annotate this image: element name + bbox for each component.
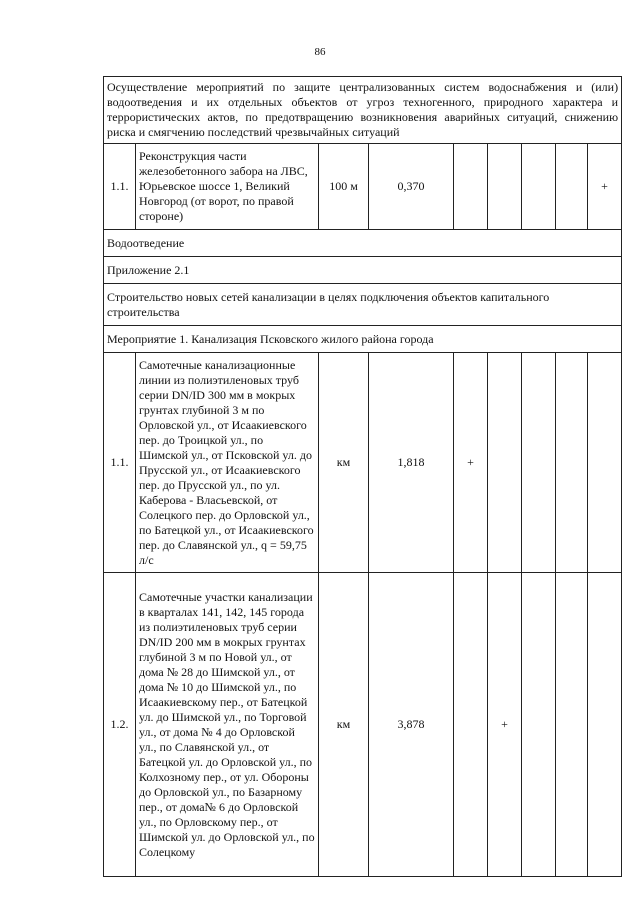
section-header: Осуществление мероприятий по защите централизованных систем водоснабжения и (или) водоотведения и их отдельных объектов от угроз техногенного, природного характера и террористических актов, по предотвращению возникновения аварийных ситуаций, снижению риска и смягчению последствий чрезвычайных ситуаций [104,77,622,144]
year-cell [556,573,588,877]
year-cell [522,144,556,230]
row-number: 1.1. [104,353,136,573]
table-row [104,144,622,230]
heading-water-disposal: Водоотведение [104,230,622,257]
table-row [104,573,622,877]
plan-table [103,76,622,877]
year-cell [522,573,556,877]
year-cell [556,353,588,573]
heading-row [104,230,622,257]
row-value: 3,878 [369,573,454,877]
row-number: 1.1. [104,144,136,230]
heading-row [104,326,622,353]
table-row [104,353,622,573]
year-cell [522,353,556,573]
row-mark: + [454,353,488,573]
year-cell [454,573,488,877]
row-number: 1.2. [104,573,136,877]
heading-appendix: Приложение 2.1 [104,257,622,284]
section-header-row [104,77,622,144]
year-cell [556,144,588,230]
row-unit: км [319,353,369,573]
page-number: 86 [314,46,326,58]
row-value: 1,818 [369,353,454,573]
row-mark: + [588,144,622,230]
row-value: 0,370 [369,144,454,230]
row-mark: + [488,573,522,877]
year-cell [588,573,622,877]
row-unit: 100 м [319,144,369,230]
row-description: Самотечные участки канализации в кварталах 141, 142, 145 города из полиэтиленовых труб серии DN/ID 200 мм в мокрых грунтах глубиной 3 м по Новой ул., от дома № 28 до Шимской ул., от дома № 10 до Шимской ул., по Исаакиевскому пер., от Батецкой ул. до Шимской ул., по Торговой ул., от дома № 4 до Орловской ул., по Славянской ул., от Батецкой ул. до Орловской ул., по Колхозному пер., от ул. Обороны до Орловской ул., по Базарному пер., от дома№ 6 до Орловской ул., по Орловскому пер., от Шимской ул. до Орловской ул., по Солецкому [136,573,319,877]
heading-row [104,257,622,284]
row-unit: км [319,573,369,877]
year-cell [454,144,488,230]
year-cell [588,353,622,573]
year-cell [488,144,522,230]
year-cell [488,353,522,573]
heading-construction: Строительство новых сетей канализации в целях подключения объектов капитального строительства [104,284,622,326]
heading-row [104,284,622,326]
row-description: Реконструкция части железобетонного забора на ЛВС, Юрьевское шоссе 1, Великий Новгород (от ворот, по правой стороне) [136,144,319,230]
row-description: Самотечные канализационные линии из полиэтиленовых труб серии DN/ID 300 мм в мокрых грунтах глубиной 3 м по Орловской ул., от Исаакиевского пер. до Троицкой ул., по Шимской ул., от Псковской ул. до Прусской ул., от Исаакиевского пер. до Прусской ул., по ул. Каберова - Власьевской, от Солецкого пер. до Орловской ул., по Батецкой ул., от Исаакиевского пер. до Славянской ул., q = 59,75 л/с [136,353,319,573]
heading-measure: Мероприятие 1. Канализация Псковского жилого района города [104,326,622,353]
